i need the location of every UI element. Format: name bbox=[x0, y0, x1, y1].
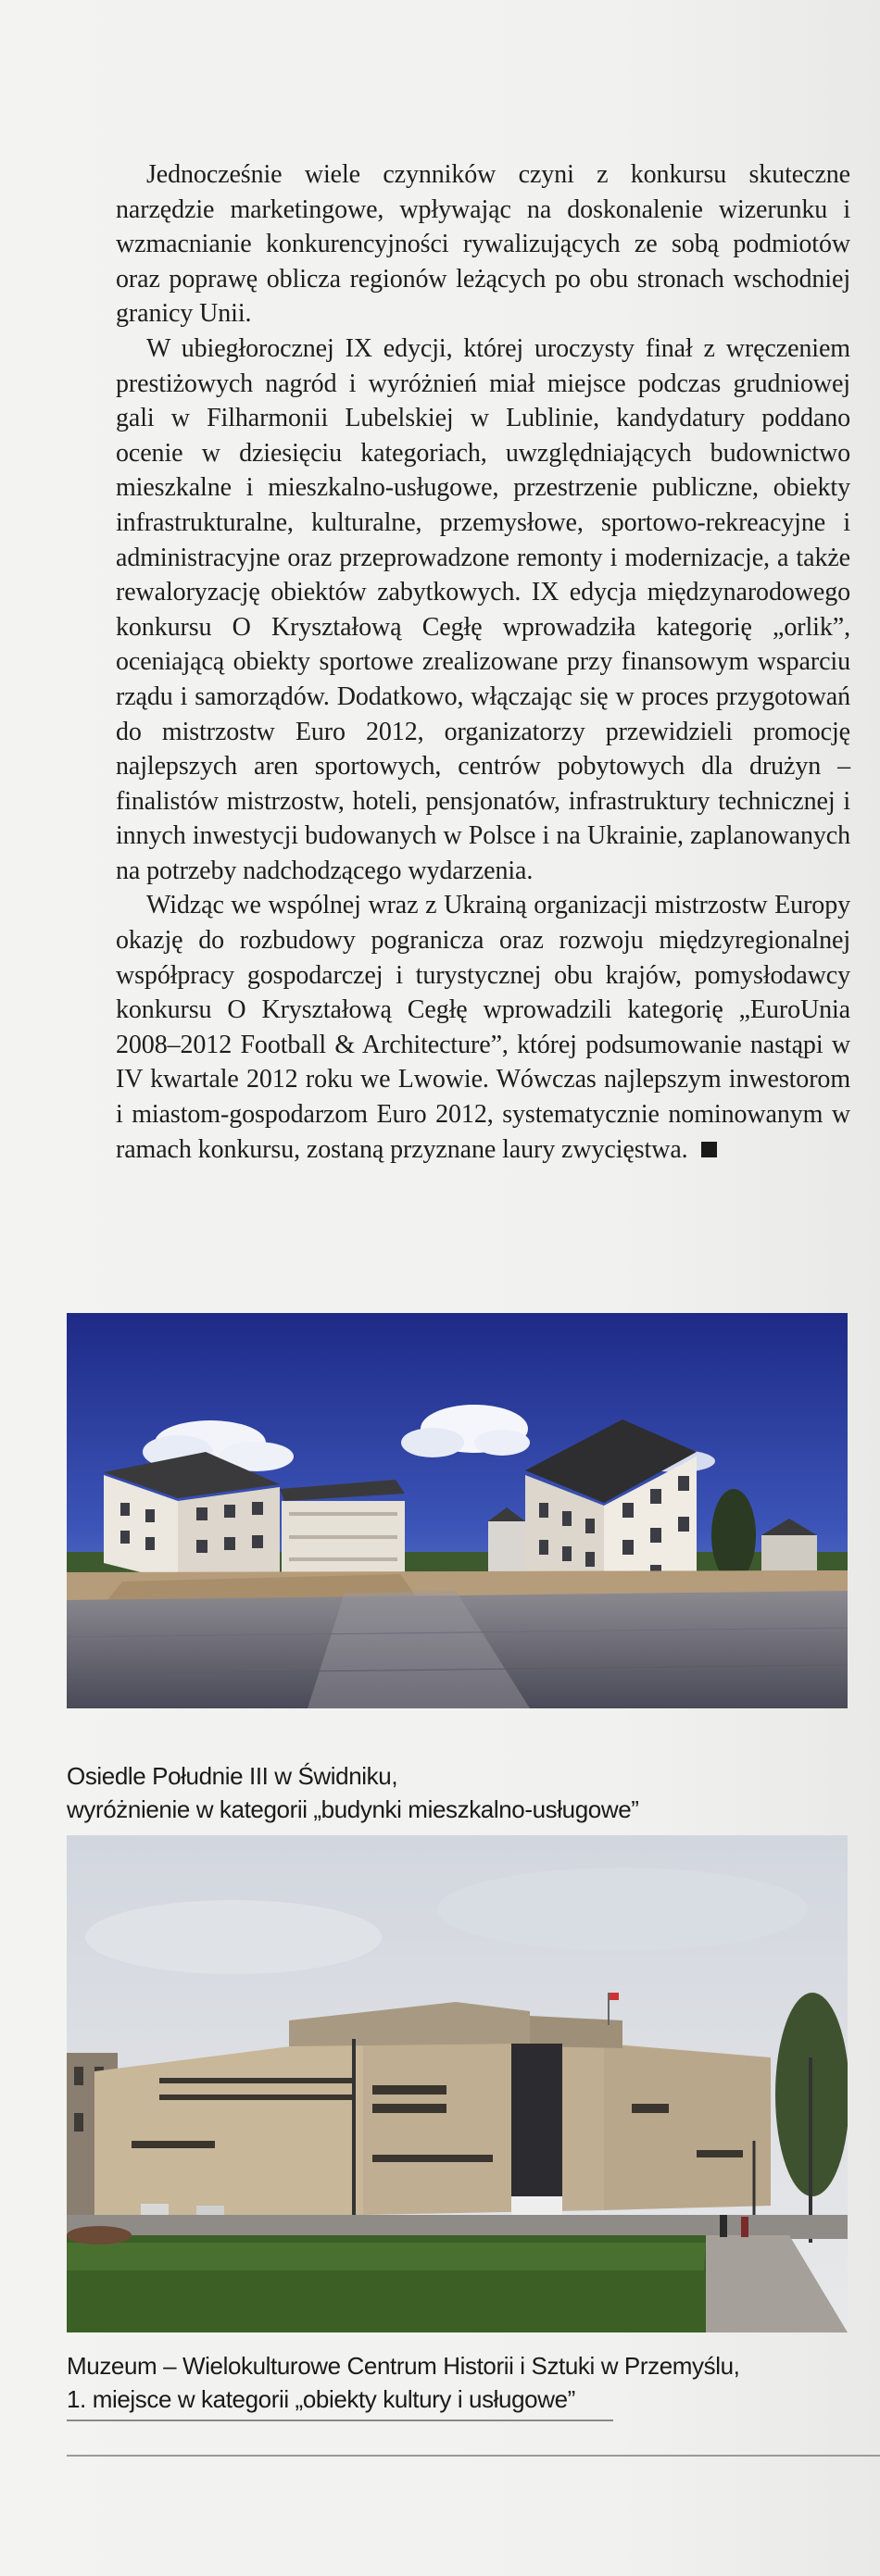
page-bottom-rule bbox=[67, 2455, 880, 2457]
figure-caption-line: wyróżnienie w kategorii „budynki mieszkalno-usługowe” bbox=[67, 1795, 639, 1823]
article-paragraph-3 bbox=[116, 888, 850, 1167]
article-paragraph-3-text: Widząc we wspólnej wraz z Ukrainą organizacji mistrzostw Europy okazję do rozbudowy pogranicza oraz rozwoju międzyregionalnej współpracy gospodarczej i turystycznej obu krajów, pomysłodawcy konkursu O Kryształową Cegłę wprowadzili kategorię „EuroUnia 2008–2012 Football & Architecture”, której podsumowanie nastąpi w IV kwartale 2012 roku we Lwowie. Wówczas najlepszym inwestorom i miastom-gospodarzom Euro 2012, systematycznie nominowanym w ramach konkursu, zostaną przyznane laury zwycięstwa. bbox=[116, 891, 850, 1164]
photo-housing-estate bbox=[67, 1313, 848, 1708]
figure-caption-housing-estate bbox=[67, 1759, 639, 1826]
figure-caption-line: Osiedle Południe III w Świdniku, bbox=[67, 1762, 398, 1790]
article-body bbox=[116, 157, 850, 1167]
caption-divider bbox=[67, 2420, 613, 2421]
figure-caption-line: Muzeum – Wielokulturowe Centrum Historii i Sztuki w Przemyślu, bbox=[67, 2352, 740, 2380]
end-of-article-square-icon bbox=[701, 1142, 717, 1157]
article-paragraph-2: W ubiegłorocznej IX edycji, której uroczysty finał z wręczeniem prestiżowych nagród i wyróżnień miał miejsce podczas grudniowej gali w Filharmonii Lubelskiej w Lublinie, kandydatury poddano ocenie w dziesięciu kategoriach, uwzględniających budownictwo mieszkalne i mieszkalno-usługowe, przestrzenie publiczne, obiekty infrastrukturalne, kulturalne, przemysłowe, sportowo-rekreacyjne i administracyjne oraz przeprowadzone remonty i modernizacje, a także rewaloryzację obiektów zabytkowych. IX edycja międzynarodowego konkursu O Kryształową Cegłę wprowadziła kategorię „orlik”, oceniającą obiekty sportowe zrealizowane przy finansowym wsparciu rządu i samorządów. Dodatkowo, włączając się w proces przygotowań do mistrzostw Euro 2012, organizatorzy przewidzieli promocję najlepszych aren sportowych, centrów pobytowych dla drużyn – finalistów mistrzostw, hoteli, pensjonatów, infrastruktury technicznej i innych inwestycji budowanych w Polsce i na Ukrainie, zaplanowanych na potrzeby nadchodzącego wydarzenia. bbox=[116, 333, 850, 885]
figure-caption-line: 1. miejsce w kategorii „obiekty kultury i usługowe” bbox=[67, 2385, 575, 2413]
article-paragraph-1: Jednocześnie wiele czynników czyni z konkursu skuteczne narzędzie marketingowe, wpływając na doskonalenie wizerunku i wzmacnianie konkurencyjności rywalizujących ze sobą podmiotów oraz poprawę oblicza regionów leżących po obu stronach wschodniej granicy Unii. bbox=[116, 160, 850, 329]
figure-caption-museum bbox=[67, 2349, 740, 2416]
photo-museum bbox=[67, 1835, 848, 2332]
